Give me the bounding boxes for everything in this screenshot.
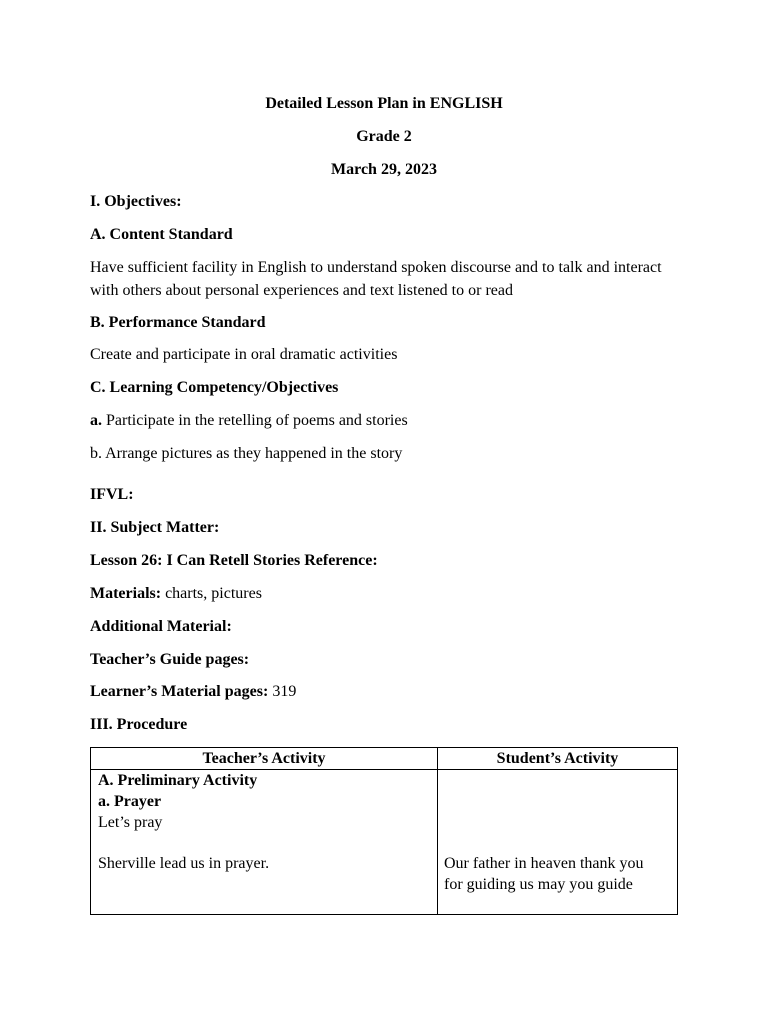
additional-material-label: Additional Material: xyxy=(90,618,232,635)
competency-a-label: a. xyxy=(90,412,102,429)
objectives-heading: I. Objectives: xyxy=(90,193,182,210)
grade-label: Grade 2 xyxy=(356,128,412,145)
content-standard-text: Have sufficient facility in English to understand spoken discourse and to talk and interact with others about personal experiences and text listened to or read xyxy=(90,259,662,299)
materials-label: Materials: xyxy=(90,585,162,602)
teacher-activity-header: Teacher’s Activity xyxy=(202,750,326,767)
teachers-guide-label: Teacher’s Guide pages: xyxy=(90,651,250,668)
prayer-instruction: Sherville lead us in prayer. xyxy=(98,855,270,872)
content-standard-heading: A. Content Standard xyxy=(90,226,233,243)
table-column-divider xyxy=(437,748,438,914)
lets-pray-text: Let’s pray xyxy=(98,814,163,831)
competency-a-text: Participate in the retelling of poems and stories xyxy=(102,412,408,429)
ifvl-label: IFVL: xyxy=(90,486,134,503)
student-activity-header: Student’s Activity xyxy=(496,750,619,767)
student-prayer-line-1: Our father in heaven thank you xyxy=(444,855,644,872)
learners-material-label: Learner’s Material pages: xyxy=(90,683,269,700)
materials-line xyxy=(90,583,690,605)
competency-a xyxy=(90,410,690,432)
procedure-table xyxy=(90,747,678,915)
materials-value: charts, pictures xyxy=(161,585,262,602)
performance-standard-text: Create and participate in oral dramatic activities xyxy=(90,346,398,363)
student-prayer-line-2: for guiding us may you guide xyxy=(444,876,633,893)
lesson-title: Lesson 26: I Can Retell Stories Reference: xyxy=(90,552,378,569)
document-title: Detailed Lesson Plan in ENGLISH xyxy=(265,95,503,112)
prayer-label: a. Prayer xyxy=(98,793,162,810)
competency-heading: C. Learning Competency/Objectives xyxy=(90,379,339,396)
preliminary-activity: A. Preliminary Activity xyxy=(98,772,258,789)
procedure-heading: III. Procedure xyxy=(90,716,188,733)
date-label: March 29, 2023 xyxy=(331,161,437,178)
subject-matter-heading: II. Subject Matter: xyxy=(90,519,220,536)
learners-material-line xyxy=(90,681,690,703)
learners-material-value: 319 xyxy=(268,683,297,700)
performance-standard-heading: B. Performance Standard xyxy=(90,314,266,331)
competency-b: b. Arrange pictures as they happened in the story xyxy=(90,445,403,462)
